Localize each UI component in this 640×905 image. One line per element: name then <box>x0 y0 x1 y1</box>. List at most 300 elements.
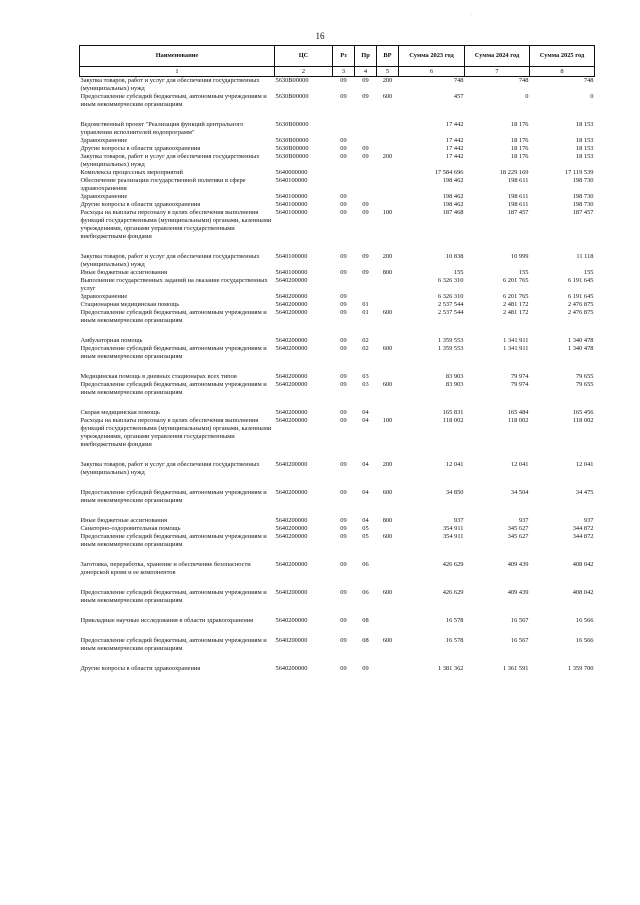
row-sum-2024: 16 567 <box>510 617 529 624</box>
row-pr <box>355 293 377 301</box>
row-sum-2024: 187 457 <box>507 209 529 216</box>
row-name: Закупка товаров, работ и услуг для обеспечения государственных (муниципальных) нужд <box>80 253 260 268</box>
row-name: Расходы на выплаты персоналу в целях обеспечения выполнения функций государственными (муниципальными) органами, казенными учреждениями, органами управления государственными внебюджетными фондами <box>80 417 272 448</box>
column-number-row <box>80 67 595 77</box>
row-pr <box>355 169 377 177</box>
row-rz: 09 <box>340 665 347 672</box>
row-cs: 5630B00000 <box>275 145 309 152</box>
row-sum-2025: 198 730 <box>572 193 594 200</box>
row-rz: 09 <box>340 517 347 524</box>
row-vr: 600 <box>382 533 393 540</box>
row-sum-2025: 0 <box>590 93 594 100</box>
row-cs: 5640100000 <box>275 193 308 200</box>
col-number: 1 <box>80 67 275 77</box>
row-rz: 09 <box>340 337 347 344</box>
col-number: 6 <box>399 67 465 77</box>
row-sum-2023: 17 584 696 <box>434 169 464 176</box>
row-sum-2023: 198 462 <box>442 177 464 184</box>
row-sum-2024: 198 611 <box>507 193 529 200</box>
row-vr: 600 <box>382 93 393 100</box>
row-vr <box>377 301 399 309</box>
row-vr: 600 <box>382 589 393 596</box>
row-cs: 5630B00000 <box>275 121 309 128</box>
row-pr: 04 <box>362 409 369 416</box>
row-vr: 100 <box>382 209 393 216</box>
row-name: Предоставление субсидий бюджетным, автономным учреждениям и иным некоммерческим организациям <box>80 589 267 604</box>
row-name: Другие вопросы в области здравоохранения <box>80 201 201 208</box>
row-sum-2025: 118 002 <box>572 417 594 424</box>
row-sum-2023: 198 462 <box>442 201 464 208</box>
col-number: 7 <box>465 67 530 77</box>
row-pr: 09 <box>362 145 369 152</box>
row-rz <box>333 277 355 293</box>
row-name: Иные бюджетные ассигнования <box>80 269 168 276</box>
row-vr: 200 <box>382 253 393 260</box>
col-number: 8 <box>530 67 595 77</box>
row-sum-2025: 198 730 <box>572 201 594 208</box>
row-sum-2025: 2 476 875 <box>567 301 594 308</box>
row-cs: 5640100000 <box>275 201 308 208</box>
row-cs: 5640200000 <box>275 409 308 416</box>
row-name: Предоставление субсидий бюджетным, автономным учреждениям и иным некоммерческим организациям <box>80 637 267 652</box>
row-name: Скорая медицинская помощь <box>80 409 160 416</box>
row-name: Комплексы процессных мероприятий <box>80 169 183 176</box>
table-row <box>80 77 595 94</box>
table-row <box>80 505 595 525</box>
row-sum-2023: 6 326 310 <box>437 277 464 284</box>
table-row <box>80 109 595 137</box>
row-cs: 5630B00000 <box>275 93 309 100</box>
row-sum-2024: 10 999 <box>510 253 529 260</box>
table-row <box>80 209 595 241</box>
row-sum-2023: 354 911 <box>442 533 464 540</box>
row-cs: 5640200000 <box>275 589 308 596</box>
row-sum-2023: 198 462 <box>442 193 464 200</box>
row-sum-2024: 18 176 <box>510 121 529 128</box>
row-cs: 5640200000 <box>275 381 308 388</box>
row-sum-2024: 18 176 <box>510 153 529 160</box>
page-number: 16 <box>315 31 325 41</box>
row-pr <box>355 137 377 145</box>
row-cs: 5640200000 <box>275 561 308 568</box>
row-vr <box>377 177 399 193</box>
table-row <box>80 577 595 605</box>
row-sum-2023: 6 326 310 <box>437 293 464 300</box>
row-sum-2025: 187 457 <box>572 209 594 216</box>
table-row <box>80 241 595 269</box>
row-sum-2024: 18 229 169 <box>499 169 529 176</box>
row-sum-2025: 165 456 <box>572 409 594 416</box>
row-sum-2025: 17 119 539 <box>564 169 594 176</box>
row-sum-2025: 344 872 <box>572 533 594 540</box>
row-name: Заготовка, переработка, хранение и обеспечение безопасности донорской крови и ее компонентов <box>80 561 251 576</box>
row-sum-2023: 1 359 553 <box>437 345 464 352</box>
row-rz: 09 <box>340 201 347 208</box>
row-pr: 08 <box>362 617 369 624</box>
row-rz: 09 <box>340 489 347 496</box>
row-sum-2025: 11 118 <box>576 253 594 260</box>
row-rz: 09 <box>340 301 347 308</box>
row-pr: 01 <box>362 301 369 308</box>
col-header-rz: Рз <box>333 46 355 67</box>
row-sum-2025: 16 566 <box>575 637 594 644</box>
row-sum-2025: 408 042 <box>572 589 594 596</box>
row-vr: 800 <box>382 269 393 276</box>
table-row <box>80 309 595 325</box>
table-row <box>80 177 595 193</box>
table-row <box>80 345 595 361</box>
row-sum-2024: 0 <box>525 93 529 100</box>
table-row <box>80 549 595 577</box>
row-vr <box>377 293 399 301</box>
row-pr: 03 <box>362 381 369 388</box>
row-cs: 5640200000 <box>275 637 308 644</box>
row-sum-2024: 2 481 172 <box>502 301 529 308</box>
row-sum-2025: 18 153 <box>575 145 594 152</box>
table-row <box>80 137 595 145</box>
row-rz: 09 <box>340 373 347 380</box>
table-row <box>80 201 595 209</box>
row-sum-2024: 1 341 911 <box>503 337 529 344</box>
header-row <box>80 46 595 67</box>
row-name: Ведомственный проект "Реализация функций центрального управления исполнителей водопрограмм" <box>80 121 244 136</box>
row-sum-2025: 79 655 <box>575 381 594 388</box>
row-vr: 200 <box>382 77 393 84</box>
row-sum-2024: 6 201 765 <box>502 293 529 300</box>
row-sum-2023: 17 442 <box>445 137 464 144</box>
row-rz: 09 <box>340 253 347 260</box>
row-vr: 600 <box>382 489 393 496</box>
row-sum-2023: 187 468 <box>442 209 464 216</box>
row-pr: 08 <box>362 637 369 644</box>
row-cs: 5640000000 <box>275 169 308 176</box>
col-header-2023: Сумма 2023 год <box>399 46 465 67</box>
row-vr <box>377 325 399 345</box>
row-sum-2023: 1 381 362 <box>437 665 464 672</box>
row-rz: 09 <box>340 589 347 596</box>
row-name: Стационарная медицинская помощь <box>80 301 180 308</box>
table-row <box>80 301 595 309</box>
row-cs: 5640200000 <box>275 489 308 496</box>
row-cs: 5640200000 <box>275 461 308 468</box>
row-sum-2024: 345 627 <box>507 533 529 540</box>
row-pr: 03 <box>362 373 369 380</box>
row-name: Другие вопросы в области здравоохранения <box>80 665 201 672</box>
row-cs: 5640200000 <box>275 617 308 624</box>
row-rz: 09 <box>340 153 347 160</box>
row-sum-2024: 198 611 <box>507 201 529 208</box>
table-row <box>80 361 595 381</box>
row-sum-2024: 16 567 <box>510 637 529 644</box>
row-name: Закупка товаров, работ и услуг для обеспечения государственных (муниципальных) нужд <box>80 153 260 168</box>
row-sum-2023: 17 442 <box>445 121 464 128</box>
row-rz: 09 <box>340 345 347 352</box>
row-pr: 09 <box>362 93 369 100</box>
row-vr: 200 <box>382 461 393 468</box>
row-name: Выполнение государственных заданий на оказание государственных услуг <box>80 277 268 292</box>
row-sum-2024: 34 504 <box>510 489 529 496</box>
table-row <box>80 417 595 449</box>
row-cs: 5640100000 <box>275 177 308 184</box>
row-name: Иные бюджетные ассигнования <box>80 517 168 524</box>
row-rz: 09 <box>340 617 347 624</box>
row-vr <box>377 169 399 177</box>
row-sum-2025: 198 730 <box>572 177 594 184</box>
row-sum-2025: 1 340 478 <box>567 345 594 352</box>
row-pr <box>355 109 377 137</box>
row-rz: 09 <box>340 309 347 316</box>
row-rz: 09 <box>340 77 347 84</box>
row-sum-2023: 17 442 <box>445 153 464 160</box>
row-pr: 09 <box>362 665 369 672</box>
row-sum-2023: 2 537 544 <box>437 309 464 316</box>
col-number: 4 <box>355 67 377 77</box>
row-cs: 5630B00000 <box>275 77 309 84</box>
row-cs: 5640200000 <box>275 345 308 352</box>
row-name: Предоставление субсидий бюджетным, автономным учреждениям и иным некоммерческим организациям <box>80 345 267 360</box>
row-sum-2024: 165 484 <box>507 409 529 416</box>
row-sum-2024: 155 <box>518 269 529 276</box>
row-sum-2023: 165 831 <box>442 409 464 416</box>
row-name: Здравоохранение <box>80 293 128 300</box>
col-number: 5 <box>377 67 399 77</box>
row-vr <box>377 193 399 201</box>
row-vr <box>377 525 399 533</box>
row-sum-2024: 6 201 765 <box>502 277 529 284</box>
row-sum-2024: 345 627 <box>507 525 529 532</box>
col-header-2025: Сумма 2025 год <box>530 46 595 67</box>
table-row <box>80 193 595 201</box>
row-sum-2023: 426 629 <box>442 561 464 568</box>
row-pr: 04 <box>362 489 369 496</box>
row-sum-2024: 409 439 <box>507 589 529 596</box>
col-header-name: Наименование <box>80 46 275 67</box>
row-cs: 5640200000 <box>275 301 308 308</box>
row-rz: 09 <box>340 525 347 532</box>
table-row <box>80 397 595 417</box>
row-sum-2025: 34 475 <box>575 489 594 496</box>
row-sum-2024: 12 041 <box>510 461 529 468</box>
row-sum-2025: 1 359 700 <box>567 665 594 672</box>
row-vr <box>377 109 399 137</box>
table-row <box>80 477 595 505</box>
row-name: Другие вопросы в области здравоохранения <box>80 145 201 152</box>
row-pr: 09 <box>362 269 369 276</box>
row-rz: 09 <box>340 417 347 424</box>
row-sum-2024: 937 <box>518 517 529 524</box>
row-cs: 5640200000 <box>275 533 308 540</box>
row-name: Здравоохранение <box>80 193 128 200</box>
row-vr <box>377 137 399 145</box>
row-rz: 09 <box>340 293 347 300</box>
row-sum-2023: 426 629 <box>442 589 464 596</box>
table-body <box>80 77 595 674</box>
row-vr: 800 <box>382 517 393 524</box>
row-cs: 5640100000 <box>275 269 308 276</box>
row-sum-2025: 2 476 875 <box>567 309 594 316</box>
row-pr <box>355 177 377 193</box>
row-pr: 09 <box>362 253 369 260</box>
row-vr <box>377 605 399 625</box>
col-header-cs: ЦС <box>275 46 333 67</box>
row-pr: 04 <box>362 461 369 468</box>
table-row <box>80 381 595 397</box>
row-name: Предоставление субсидий бюджетным, автономным учреждениям и иным некоммерческим организациям <box>80 93 267 108</box>
row-pr <box>355 193 377 201</box>
row-vr <box>377 549 399 577</box>
row-pr: 01 <box>362 309 369 316</box>
row-name: Санаторно-оздоровительная помощь <box>80 525 181 532</box>
col-header-2024: Сумма 2024 год <box>465 46 530 67</box>
row-vr <box>377 397 399 417</box>
row-rz: 09 <box>340 381 347 388</box>
row-pr: 09 <box>362 153 369 160</box>
row-name: Амбулаторная помощь <box>80 337 143 344</box>
row-sum-2025: 18 153 <box>575 137 594 144</box>
row-sum-2023: 2 537 544 <box>437 301 464 308</box>
row-sum-2025: 937 <box>583 517 594 524</box>
row-pr: 05 <box>362 525 369 532</box>
row-cs: 5630B00000 <box>275 137 309 144</box>
row-sum-2025: 18 153 <box>575 121 594 128</box>
row-vr: 600 <box>382 637 393 644</box>
table-row <box>80 145 595 153</box>
row-sum-2024: 118 002 <box>507 417 529 424</box>
row-sum-2023: 118 002 <box>442 417 464 424</box>
row-sum-2023: 16 578 <box>445 637 464 644</box>
row-name: Предоставление субсидий бюджетным, автономным учреждениям и иным некоммерческим организациям <box>80 381 267 396</box>
row-name: Здравоохранение <box>80 137 128 144</box>
row-sum-2025: 408 042 <box>572 561 594 568</box>
row-pr: 04 <box>362 417 369 424</box>
row-sum-2025: 748 <box>583 77 594 84</box>
table-row <box>80 269 595 277</box>
row-pr: 09 <box>362 77 369 84</box>
table-row <box>80 625 595 653</box>
row-vr <box>377 145 399 153</box>
row-vr: 600 <box>382 345 393 352</box>
table-row <box>80 653 595 673</box>
row-vr <box>377 653 399 673</box>
row-vr: 600 <box>382 381 393 388</box>
row-sum-2024: 18 176 <box>510 145 529 152</box>
row-vr <box>377 361 399 381</box>
col-number: 3 <box>333 67 355 77</box>
table-row <box>80 93 595 109</box>
row-vr <box>377 277 399 293</box>
row-pr: 09 <box>362 209 369 216</box>
row-name: Закупка товаров, работ и услуг для обеспечения государственных (муниципальных) нужд <box>80 77 260 92</box>
row-pr: 04 <box>362 517 369 524</box>
row-sum-2023: 12 041 <box>445 461 464 468</box>
col-header-pr: Пр <box>355 46 377 67</box>
budget-table <box>79 45 595 673</box>
row-pr <box>355 277 377 293</box>
row-cs: 5630B00000 <box>275 153 309 160</box>
row-cs: 5640200000 <box>275 665 308 672</box>
row-pr: 06 <box>362 589 369 596</box>
row-sum-2023: 937 <box>453 517 464 524</box>
row-rz: 09 <box>340 637 347 644</box>
row-rz: 09 <box>340 269 347 276</box>
row-sum-2024: 198 611 <box>507 177 529 184</box>
table-row <box>80 153 595 169</box>
row-rz: 09 <box>340 193 347 200</box>
row-sum-2023: 83 903 <box>445 381 464 388</box>
row-pr: 02 <box>362 337 369 344</box>
table-row <box>80 605 595 625</box>
row-sum-2025: 344 872 <box>572 525 594 532</box>
row-rz <box>333 169 355 177</box>
row-sum-2024: 79 974 <box>510 381 529 388</box>
row-sum-2025: 6 191 645 <box>567 293 594 300</box>
row-cs: 5640200000 <box>275 293 308 300</box>
table-row <box>80 277 595 293</box>
row-name: Расходы на выплаты персоналу в целях обеспечения выполнения функций государственными (муниципальными) органами, казенными учреждениями, органами управления государственными внебюджетными фондами <box>80 209 272 240</box>
row-sum-2024: 79 974 <box>510 373 529 380</box>
table-row <box>80 169 595 177</box>
table-row <box>80 325 595 345</box>
row-sum-2023: 16 578 <box>445 617 464 624</box>
row-cs: 5640200000 <box>275 277 308 284</box>
row-sum-2023: 83 903 <box>445 373 464 380</box>
row-sum-2024: 2 481 172 <box>502 309 529 316</box>
row-rz: 09 <box>340 561 347 568</box>
row-rz <box>333 177 355 193</box>
row-vr: 600 <box>382 309 393 316</box>
row-sum-2025: 79 655 <box>575 373 594 380</box>
row-sum-2023: 354 911 <box>442 525 464 532</box>
row-sum-2024: 748 <box>518 77 529 84</box>
row-sum-2023: 10 838 <box>445 253 464 260</box>
row-rz: 09 <box>340 533 347 540</box>
row-pr: 02 <box>362 345 369 352</box>
row-vr: 100 <box>382 417 393 424</box>
row-name: Закупка товаров, работ и услуг для обеспечения государственных (муниципальных) нужд <box>80 461 260 476</box>
row-sum-2025: 16 566 <box>575 617 594 624</box>
row-cs: 5640200000 <box>275 373 308 380</box>
row-rz: 09 <box>340 409 347 416</box>
row-cs: 5640200000 <box>275 417 308 424</box>
col-header-vr: ВР <box>377 46 399 67</box>
table-row <box>80 533 595 549</box>
row-sum-2023: 34 850 <box>445 489 464 496</box>
row-sum-2024: 1 341 911 <box>503 345 529 352</box>
row-name: Предоставление субсидий бюджетным, автономным учреждениям и иным некоммерческим организациям <box>80 533 267 548</box>
row-vr <box>377 201 399 209</box>
row-sum-2023: 457 <box>453 93 464 100</box>
row-cs: 5640200000 <box>275 309 308 316</box>
row-sum-2024: 1 361 591 <box>502 665 529 672</box>
row-pr: 06 <box>362 561 369 568</box>
row-sum-2024: 18 176 <box>510 137 529 144</box>
row-name: Предоставление субсидий бюджетным, автономным учреждениям и иным некоммерческим организациям <box>80 489 267 504</box>
table-row <box>80 525 595 533</box>
row-rz: 09 <box>340 137 347 144</box>
row-sum-2025: 6 191 645 <box>567 277 594 284</box>
row-sum-2023: 17 442 <box>445 145 464 152</box>
table-row <box>80 293 595 301</box>
row-sum-2025: 155 <box>583 269 594 276</box>
row-sum-2025: 1 340 478 <box>567 337 594 344</box>
row-name: Обеспечение реализации государственной политики в сфере здравоохранения <box>80 177 246 192</box>
row-name: Медицинская помощь в дневных стационарах всех типов <box>80 373 237 380</box>
row-sum-2025: 12 041 <box>575 461 594 468</box>
row-sum-2024: 409 439 <box>507 561 529 568</box>
table-row <box>80 449 595 477</box>
row-vr: 200 <box>382 153 393 160</box>
row-rz: 09 <box>340 93 347 100</box>
